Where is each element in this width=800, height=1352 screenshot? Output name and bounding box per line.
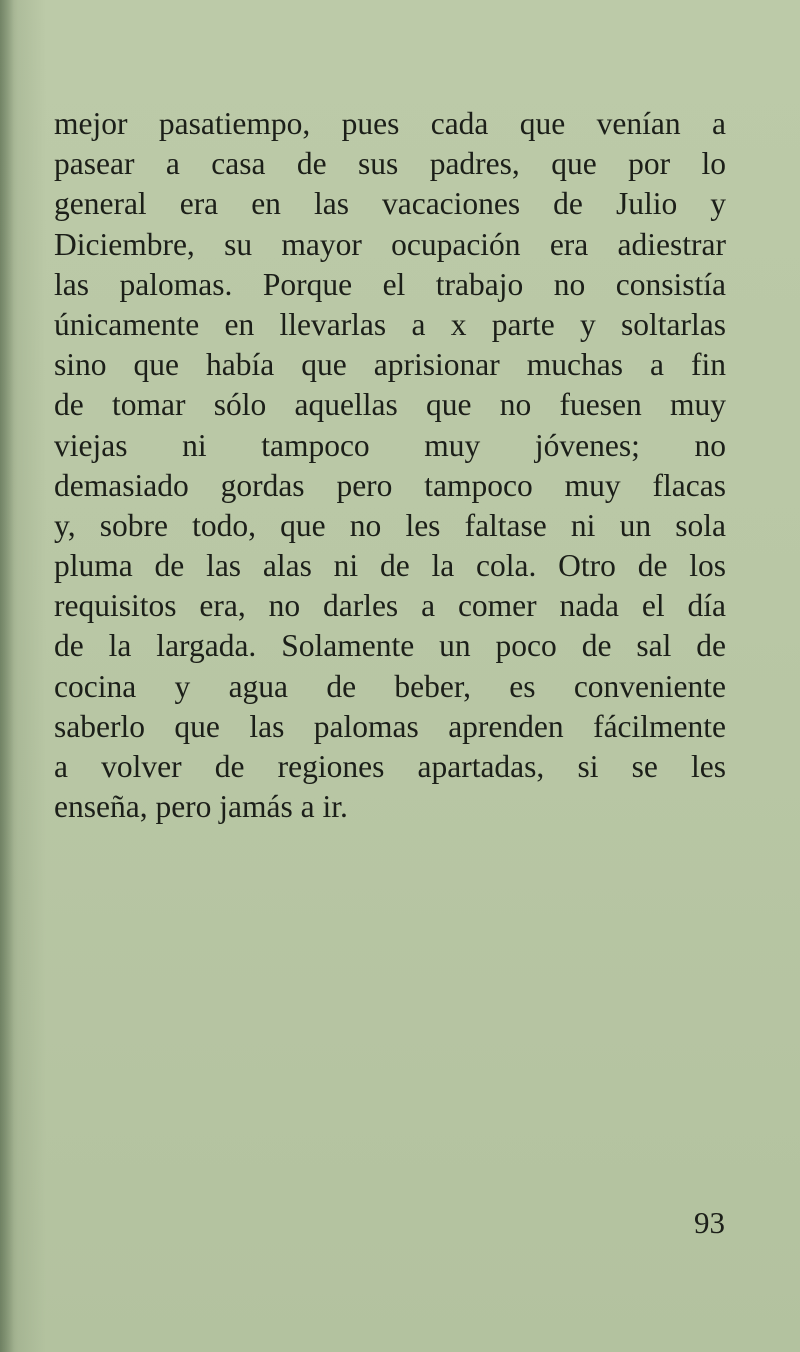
text-line: las palomas. Porque el trabajo no consistía: [54, 266, 726, 302]
text-line: saberlo que las palomas aprenden fácilmente: [54, 708, 726, 744]
text-line: enseña, pero jamás a ir.: [54, 789, 348, 825]
text-line: pluma de las alas ni de la cola. Otro de los: [54, 548, 726, 584]
text-line: requisitos era, no darles a comer nada el día: [54, 588, 726, 624]
text-line: mejor pasatiempo, pues cada que venían a: [54, 106, 726, 141]
text-line: y, sobre todo, que no les faltase ni un sola: [54, 507, 726, 543]
text-line: viejas ni tampoco muy jóvenes; no: [54, 427, 726, 463]
page-number: 93: [694, 1205, 725, 1240]
text-line: Diciembre, su mayor ocupación era adiestrar: [54, 226, 726, 262]
text-line: general era en las vacaciones de Julio y: [54, 186, 726, 222]
text-line: de tomar sólo aquellas que no fuesen muy: [54, 387, 726, 423]
text-line: cocina y agua de beber, es conveniente: [54, 668, 726, 704]
text-line: únicamente en llevarlas a x parte y soltarlas: [54, 306, 726, 342]
page-gutter-shadow: [0, 0, 14, 1352]
text-line: a volver de regiones apartadas, si se les: [54, 749, 726, 784]
text-line: de la largada. Solamente un poco de sal de: [54, 628, 726, 664]
text-line: sino que había que aprisionar muchas a fin: [54, 347, 726, 383]
text-line: pasear a casa de sus padres, que por lo: [54, 146, 726, 182]
text-line: demasiado gordas pero tampoco muy flacas: [54, 467, 726, 503]
body-text: [54, 104, 726, 827]
